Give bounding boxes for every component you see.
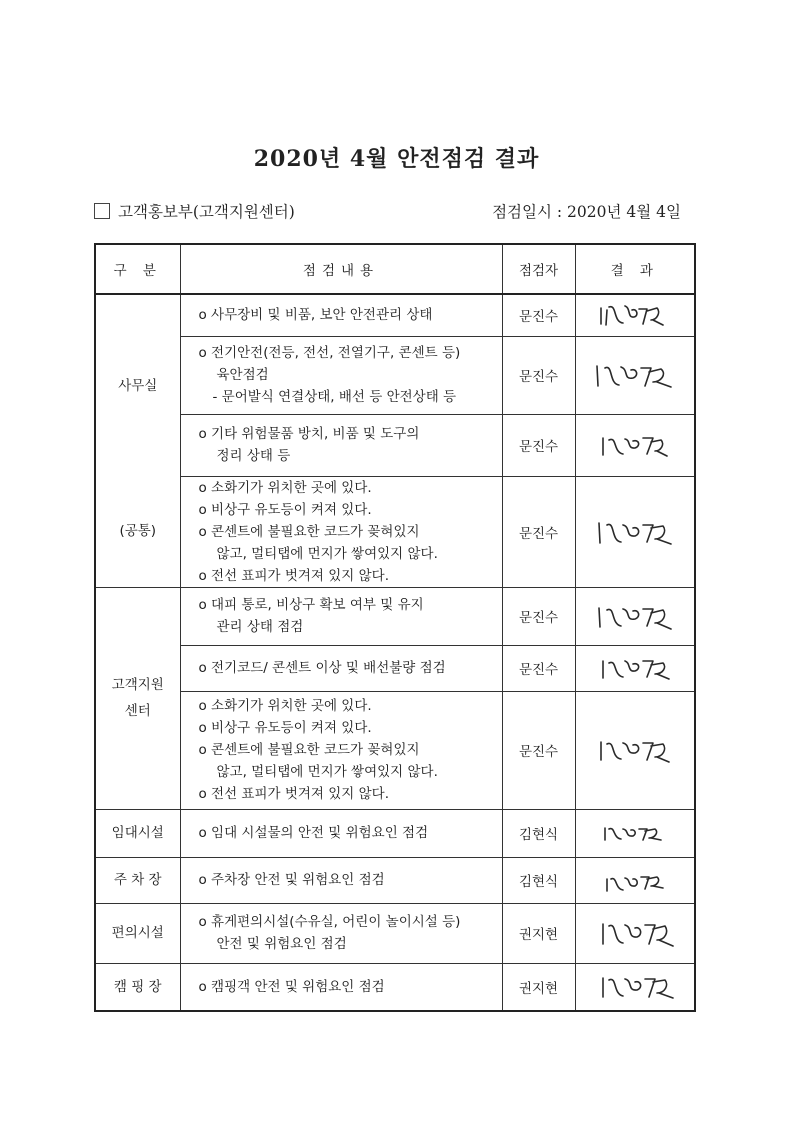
content-line: o 휴게편의시설(수유실, 어린이 놀이시설 등)	[198, 914, 461, 930]
content-line: o 소화기가 위치한 곳에 있다.	[198, 698, 372, 714]
inspection-content	[180, 476, 502, 587]
content-line: o 임대 시설물의 안전 및 위험요인 점검	[198, 825, 429, 841]
table-row	[95, 414, 695, 476]
department-name: 고객홍보부(고객지원센터)	[118, 203, 295, 221]
result-signature	[575, 809, 695, 857]
header-inspector: 점검자	[502, 244, 575, 294]
header-category: 구 분	[95, 244, 180, 294]
inspection-content	[180, 809, 502, 857]
result-signature	[575, 691, 695, 809]
signature-mark	[587, 651, 683, 685]
signature-mark	[587, 599, 683, 633]
table-row	[95, 587, 695, 645]
inspection-content	[180, 294, 502, 336]
table-row	[95, 809, 695, 857]
inspector-cell: 김현식	[502, 809, 575, 857]
content-line: - 문어발식 연결상태, 배선 등 안전상태 등	[212, 389, 457, 405]
content-line: o 전기코드/ 콘센트 이상 및 배선불량 점검	[198, 660, 446, 676]
table-header-row	[95, 244, 695, 294]
content-line: 않고, 멀티탭에 먼지가 쌓여있지 않다.	[216, 545, 438, 562]
category-office: 사무실	[95, 294, 180, 476]
signature-mark	[587, 970, 683, 1004]
content-line: o 주차장 안전 및 위험요인 점검	[198, 872, 385, 888]
category-customer-center: 고객지원 센터	[95, 587, 180, 809]
result-signature	[575, 414, 695, 476]
category-convenience: 편의시설	[95, 903, 180, 963]
inspector-cell: 문진수	[502, 336, 575, 414]
table-row	[95, 903, 695, 963]
inspection-content	[180, 691, 502, 809]
inspector-cell: 문진수	[502, 645, 575, 691]
content-line: o 전기안전(전등, 전선, 전열기구, 콘센트 등)	[198, 345, 461, 361]
category-common: (공통)	[95, 476, 180, 587]
document-title: 2020년 4월 안전점검 결과	[253, 146, 540, 172]
content-line: 정리 상태 등	[216, 448, 291, 464]
content-line: 관리 상태 점검	[216, 619, 304, 635]
content-line: 않고, 멀티탭에 먼지가 쌓여있지 않다.	[216, 764, 438, 780]
header-content: 점검내용	[180, 244, 502, 294]
content-line: 안전 및 위험요인 점검	[216, 936, 347, 952]
inspector-cell: 문진수	[502, 294, 575, 336]
category-lease: 임대시설	[95, 809, 180, 857]
table-row	[95, 476, 695, 587]
signature-mark	[587, 428, 683, 462]
table-row	[95, 294, 695, 336]
inspector-cell: 문진수	[502, 476, 575, 587]
result-signature	[575, 963, 695, 1011]
content-line: o 전선 표피가 벗겨져 있지 않다.	[198, 567, 389, 584]
signature-mark	[587, 733, 683, 767]
inspector-cell: 문진수	[502, 414, 575, 476]
category-parking: 주 차 장	[95, 857, 180, 903]
inspection-date: 점검일시 : 2020년 4월 4일	[492, 203, 681, 221]
inspection-content	[180, 645, 502, 691]
signature-mark	[587, 816, 683, 850]
signature-mark	[587, 515, 683, 549]
inspection-content	[180, 903, 502, 963]
table-row	[95, 336, 695, 414]
category-camping: 캠 핑 장	[95, 963, 180, 1011]
result-signature	[575, 857, 695, 903]
signature-mark	[587, 298, 683, 332]
inspection-content	[180, 963, 502, 1011]
inspection-content	[180, 857, 502, 903]
content-line: o 사무장비 및 비품, 보안 안전관리 상태	[198, 307, 433, 324]
content-line: o 비상구 유도등이 켜져 있다.	[198, 501, 372, 518]
inspection-content	[180, 587, 502, 645]
table-row	[95, 963, 695, 1011]
content-line: 육안점검	[216, 367, 269, 383]
result-signature	[575, 645, 695, 691]
inspection-content	[180, 414, 502, 476]
result-signature	[575, 336, 695, 414]
inspector-cell: 문진수	[502, 691, 575, 809]
content-line: o 콘센트에 불필요한 코드가 꽂혀있지	[198, 523, 420, 540]
signature-mark	[587, 916, 683, 950]
inspection-table	[94, 243, 696, 1012]
table-row	[95, 645, 695, 691]
content-line: o 캠핑객 안전 및 위험요인 점검	[198, 978, 385, 995]
inspector-cell: 김현식	[502, 857, 575, 903]
result-signature	[575, 294, 695, 336]
header-result: 결 과	[575, 244, 695, 294]
inspector-cell: 권지현	[502, 963, 575, 1011]
result-signature	[575, 587, 695, 645]
table-row	[95, 857, 695, 903]
content-line: o 기타 위험물품 방치, 비품 및 도구의	[198, 426, 420, 442]
content-line: o 전선 표피가 벗겨져 있지 않다.	[198, 786, 389, 802]
department-checkbox[interactable]	[94, 203, 110, 219]
inspector-cell: 문진수	[502, 587, 575, 645]
table-row	[95, 691, 695, 809]
content-line: o 콘센트에 불필요한 코드가 꽂혀있지	[198, 742, 420, 758]
signature-mark	[587, 358, 683, 392]
content-line: o 비상구 유도등이 켜져 있다.	[198, 720, 372, 736]
content-line: o 대피 통로, 비상구 확보 여부 및 유지	[198, 597, 424, 613]
inspector-cell: 권지현	[502, 903, 575, 963]
content-line: o 소화기가 위치한 곳에 있다.	[198, 479, 372, 496]
result-signature	[575, 476, 695, 587]
department-line	[94, 200, 295, 222]
result-signature	[575, 903, 695, 963]
signature-mark	[587, 863, 683, 897]
inspection-content	[180, 336, 502, 414]
